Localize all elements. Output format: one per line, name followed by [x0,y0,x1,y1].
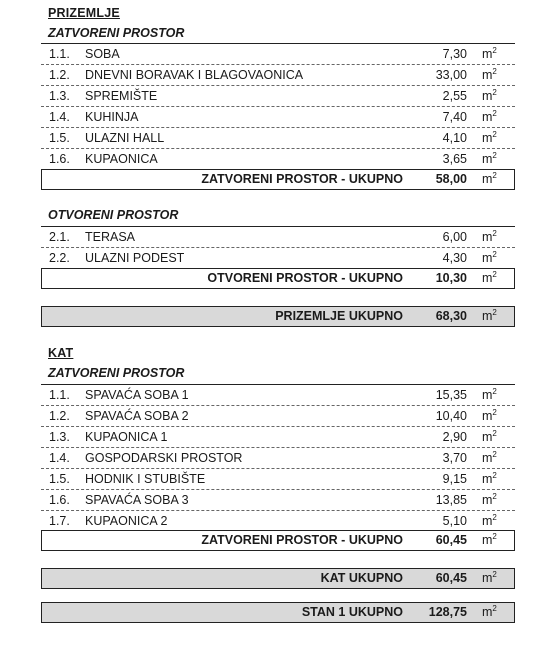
unit-label [482,68,497,82]
unit-base: m [482,409,493,423]
room-name: GOSPODARSKI PROSTOR [85,451,243,465]
table-row [41,65,515,86]
unit-label [482,409,497,423]
unit-base: m [482,514,493,528]
subsection-heading-zatvoreni: ZATVORENI PROSTOR [48,366,185,380]
unit-exponent: 2 [492,88,497,97]
unit-exponent: 2 [492,532,497,541]
section-heading-prizemlje: PRIZEMLJE [48,6,120,20]
unit-label [482,533,497,547]
row-number: 1.3. [49,430,70,444]
unit-exponent: 2 [492,151,497,160]
unit-exponent: 2 [492,513,497,522]
unit-base: m [482,271,493,285]
unit-exponent: 2 [492,387,497,396]
grand-total-area: 128,75 [428,605,467,619]
room-name: HODNIK I STUBIŠTE [85,472,206,486]
table-row [41,149,515,169]
table-row [41,107,515,128]
unit-label [482,152,497,166]
floor-total-label: KAT UKUPNO [320,571,403,585]
table-row [41,406,515,427]
floor-total-box [41,306,515,327]
unit-exponent: 2 [492,492,497,501]
row-number: 2.2. [49,251,70,265]
room-area: 2,55 [442,89,467,103]
room-area: 7,40 [442,110,467,124]
table-row [41,511,515,531]
subtotal-label: ZATVORENI PROSTOR - UKUPNO [201,172,403,186]
unit-base: m [482,131,493,145]
unit-exponent: 2 [492,308,497,317]
table-row [41,385,515,406]
room-name: SPAVAĆA SOBA 2 [85,409,189,423]
row-number: 1.7. [49,514,70,528]
room-area: 3,65 [442,152,467,166]
row-number: 1.1. [49,388,70,402]
floor-total-box [41,568,515,589]
table-row [41,227,515,248]
unit-base: m [482,89,493,103]
unit-base: m [482,152,493,166]
unit-exponent: 2 [492,229,497,238]
table-row [41,248,515,268]
unit-label [482,430,497,444]
unit-exponent: 2 [492,130,497,139]
room-name: KUHINJA [85,110,139,124]
unit-base: m [482,68,493,82]
table-row [41,469,515,490]
unit-label [482,472,497,486]
room-area: 15,35 [435,388,467,402]
row-number: 1.2. [49,409,70,423]
subsection-heading-otvoreni: OTVORENI PROSTOR [48,208,179,222]
row-number: 2.1. [49,230,70,244]
unit-label [482,493,497,507]
table-row [41,44,515,65]
unit-exponent: 2 [492,250,497,259]
unit-base: m [482,172,493,186]
room-area: 33,00 [435,68,467,82]
unit-label [482,309,497,323]
unit-label [482,172,497,186]
table-row [41,448,515,469]
floor-total-area: 68,30 [435,309,467,323]
subtotal-box [41,530,515,551]
unit-base: m [482,451,493,465]
room-name: TERASA [85,230,136,244]
table-row [41,427,515,448]
room-area: 3,70 [442,451,467,465]
unit-label [482,271,497,285]
subtotal-area: 58,00 [435,172,467,186]
row-number: 1.6. [49,152,70,166]
table-row [41,86,515,107]
floor-total-area: 60,45 [435,571,467,585]
unit-base: m [482,605,493,619]
unit-base: m [482,533,493,547]
table-row [41,490,515,511]
row-number: 1.5. [49,472,70,486]
subtotal-box [41,268,515,289]
unit-base: m [482,251,493,265]
unit-base: m [482,430,493,444]
row-number: 1.6. [49,493,70,507]
row-number: 1.4. [49,110,70,124]
unit-label [482,451,497,465]
unit-label [482,89,497,103]
unit-exponent: 2 [492,67,497,76]
unit-exponent: 2 [492,270,497,279]
unit-exponent: 2 [492,46,497,55]
section-heading-kat: KAT [48,346,74,360]
unit-base: m [482,110,493,124]
unit-label [482,47,497,61]
unit-label [482,251,497,265]
room-area: 9,15 [442,472,467,486]
room-name: SPAVAĆA SOBA 1 [85,388,189,402]
subtotal-label: ZATVORENI PROSTOR - UKUPNO [201,533,403,547]
unit-label [482,230,497,244]
row-number: 1.4. [49,451,70,465]
room-name: DNEVNI BORAVAK I BLAGOVAONICA [85,68,304,82]
subtotal-area: 60,45 [435,533,467,547]
room-name: SOBA [85,47,120,61]
room-name: SPAVAĆA SOBA 3 [85,493,189,507]
unit-base: m [482,309,493,323]
room-name: SPREMIŠTE [85,89,158,103]
room-area: 4,30 [442,251,467,265]
room-name: ULAZNI HALL [85,131,165,145]
unit-label [482,110,497,124]
room-name: KUPAONICA 2 [85,514,168,528]
grand-total-label: STAN 1 UKUPNO [301,605,403,619]
subtotal-box [41,169,515,190]
unit-exponent: 2 [492,570,497,579]
room-area: 5,10 [442,514,467,528]
unit-label [482,605,497,619]
row-number: 1.3. [49,89,70,103]
room-area: 10,40 [435,409,467,423]
row-number: 1.1. [49,47,70,61]
unit-exponent: 2 [492,109,497,118]
unit-label [482,571,497,585]
unit-base: m [482,47,493,61]
unit-base: m [482,472,493,486]
room-name: KUPAONICA [85,152,158,166]
unit-base: m [482,230,493,244]
unit-label [482,131,497,145]
unit-base: m [482,571,493,585]
unit-exponent: 2 [492,471,497,480]
subtotal-label: OTVORENI PROSTOR - UKUPNO [207,271,403,285]
unit-base: m [482,493,493,507]
unit-exponent: 2 [492,429,497,438]
subtotal-area: 10,30 [435,271,467,285]
room-area: 2,90 [442,430,467,444]
room-name: KUPAONICA 1 [85,430,168,444]
room-name: ULAZNI PODEST [85,251,185,265]
unit-label [482,514,497,528]
subsection-heading-zatvoreni: ZATVORENI PROSTOR [48,26,185,40]
room-area: 4,10 [442,131,467,145]
unit-exponent: 2 [492,171,497,180]
unit-base: m [482,388,493,402]
unit-exponent: 2 [492,604,497,613]
row-number: 1.2. [49,68,70,82]
grand-total-box [41,602,515,623]
row-number: 1.5. [49,131,70,145]
unit-exponent: 2 [492,408,497,417]
room-area: 13,85 [435,493,467,507]
unit-label [482,388,497,402]
floor-total-label: PRIZEMLJE UKUPNO [275,309,403,323]
room-area: 6,00 [442,230,467,244]
room-area: 7,30 [442,47,467,61]
table-row [41,128,515,149]
unit-exponent: 2 [492,450,497,459]
